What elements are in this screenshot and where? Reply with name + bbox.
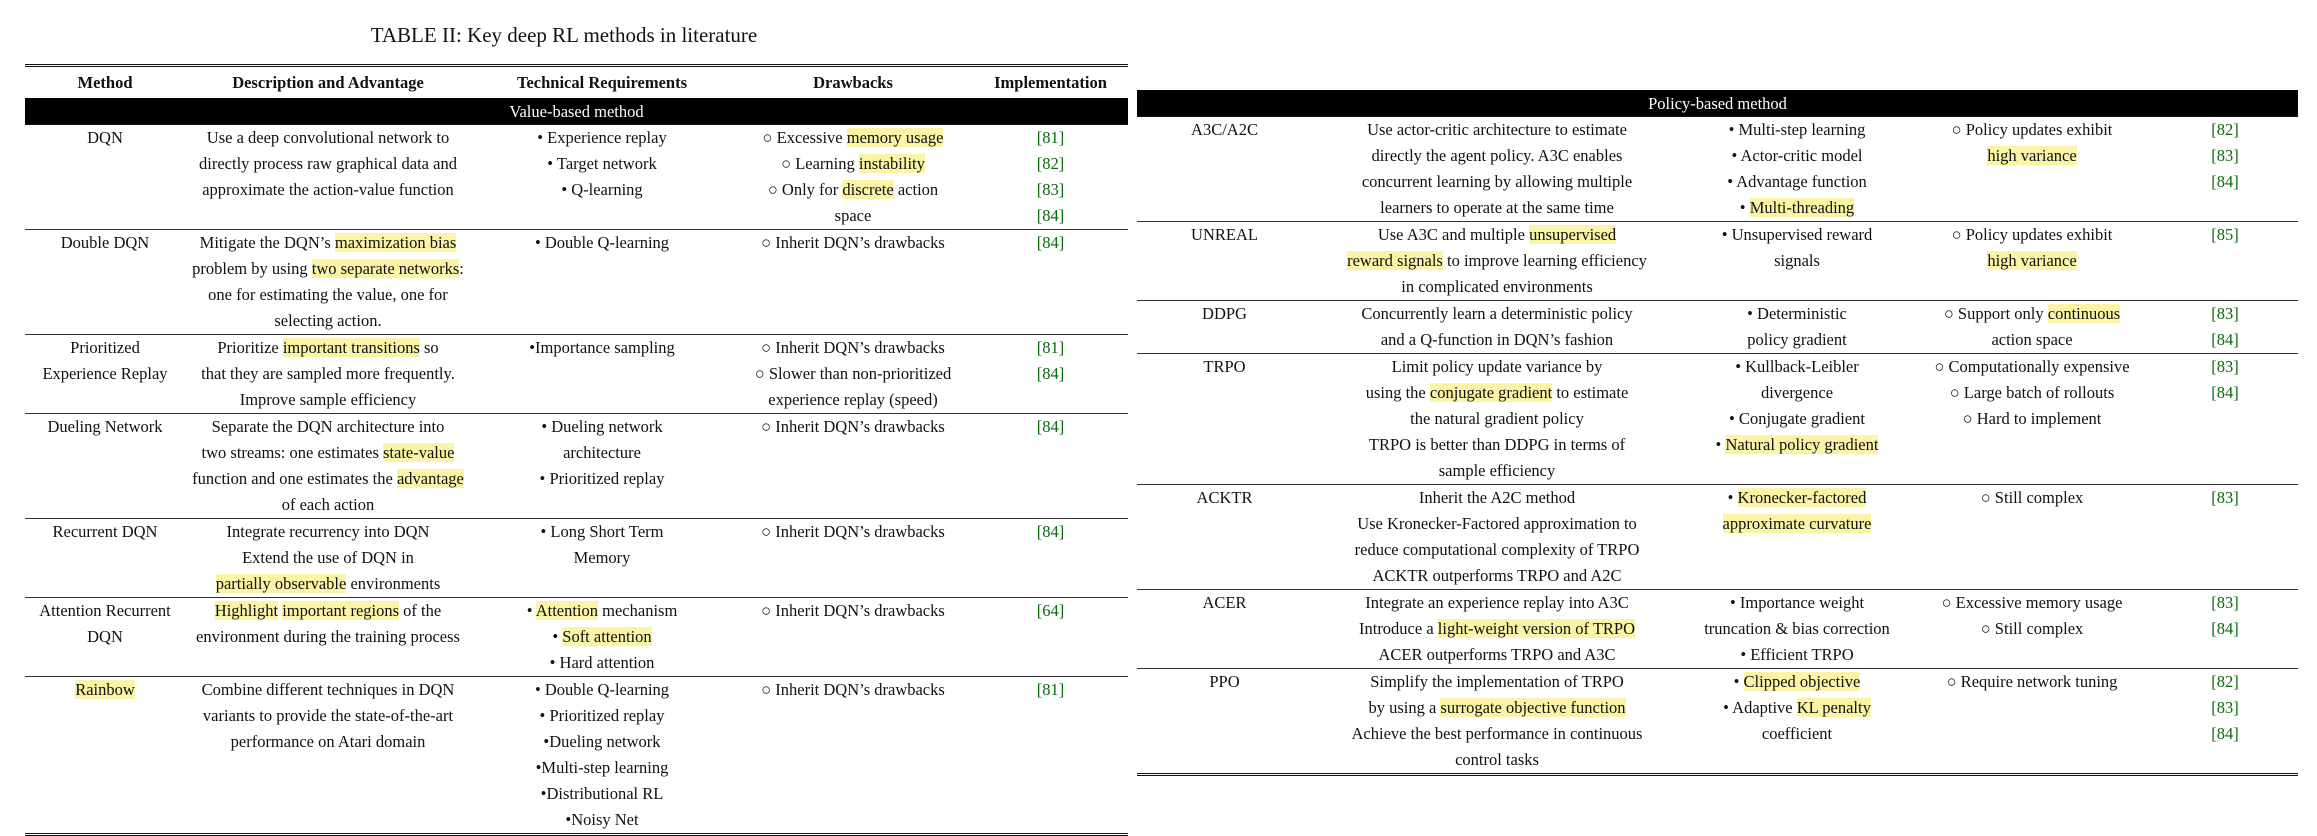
highlight: high variance <box>1987 146 2077 165</box>
left-body <box>25 98 1128 835</box>
highlight: memory usage <box>846 128 944 147</box>
cell-line: ○ Large batch of rollouts <box>1949 383 2115 402</box>
cell-line: •Dueling network <box>543 732 661 751</box>
cell-line: • Importance weight <box>1729 593 1865 612</box>
drawbacks-cell <box>1912 669 2152 775</box>
drawbacks-cell <box>733 519 973 598</box>
cell-line: ○ Inherit DQN’s drawbacks <box>761 233 945 252</box>
highlight: Kronecker-factored <box>1737 488 1867 507</box>
tech-cell <box>1682 301 1912 354</box>
cell-line: and a Q-function in DQN’s fashion <box>1380 330 1614 349</box>
header-technical-requirements: Technical Requirements <box>516 73 688 92</box>
table-row <box>1137 117 2298 222</box>
cell-line: • Soft attention <box>552 627 652 646</box>
method-cell <box>25 335 185 414</box>
policy-based-table <box>1137 90 2298 776</box>
tech-cell <box>471 335 733 414</box>
section-title: Policy-based method <box>1137 90 2298 117</box>
cell-line: signals <box>1774 251 1820 270</box>
cell-line: DQN <box>87 128 123 147</box>
cell-line: space <box>834 206 872 225</box>
cell-line: Extend the use of DQN in <box>242 548 414 567</box>
tech-cell <box>1682 590 1912 669</box>
cell-line: ○ Inherit DQN’s drawbacks <box>761 522 945 541</box>
drawbacks-cell <box>733 414 973 519</box>
citation-line <box>977 177 1124 203</box>
table-row <box>1137 669 2298 775</box>
cell-line: ○ Only for discrete action <box>767 180 939 199</box>
description-cell <box>1312 301 1682 354</box>
citation-link[interactable]: [83] <box>2211 146 2239 165</box>
cell-line: • Conjugate gradient <box>1729 409 1865 428</box>
cell-line: • Natural policy gradient <box>1715 435 1879 454</box>
cell-line: Introduce a light-weight version of TRPO <box>1358 619 1636 638</box>
highlight: unsupervised <box>1529 225 1617 244</box>
cell-line: ○ Excessive memory usage <box>1941 593 2123 612</box>
description-cell <box>1312 354 1682 485</box>
cell-line: TRPO <box>1203 357 1246 376</box>
citation-link[interactable]: [81] <box>1036 128 1065 147</box>
drawbacks-cell <box>733 125 973 230</box>
citation-line <box>2156 695 2294 721</box>
table-row <box>1137 590 2298 669</box>
cell-line: Concurrently learn a deterministic policy <box>1361 304 1633 323</box>
cell-line: Integrate recurrency into DQN <box>226 522 430 541</box>
description-cell <box>1312 590 1682 669</box>
citation-link[interactable]: [83] <box>2211 357 2239 376</box>
cell-line: • Deterministic <box>1747 304 1847 323</box>
citation-line <box>2156 485 2294 511</box>
description-cell <box>1312 485 1682 590</box>
highlight: important regions <box>282 601 400 620</box>
citation-line <box>977 230 1124 256</box>
implementation-cell <box>973 125 1128 230</box>
section-band <box>25 98 1128 125</box>
table-row <box>25 414 1128 519</box>
citation-link[interactable]: [84] <box>2211 172 2239 191</box>
cell-line: • Prioritized replay <box>539 706 665 725</box>
method-cell <box>25 125 185 230</box>
tech-cell <box>471 598 733 677</box>
cell-line: approximate the action-value function <box>202 180 454 199</box>
implementation-cell <box>2152 301 2298 354</box>
cell-line: TRPO is better than DDPG in terms of <box>1368 435 1626 454</box>
cell-line: • Clipped objective <box>1733 672 1861 691</box>
citation-link[interactable]: [84] <box>1036 364 1065 383</box>
tech-cell <box>471 519 733 598</box>
highlight: partially observable <box>215 574 347 593</box>
cell-line: sample efficiency <box>1438 461 1556 480</box>
cell-line: learners to operate at the same time <box>1380 198 1614 217</box>
highlight: conjugate gradient <box>1429 383 1553 402</box>
citation-line <box>2156 143 2294 169</box>
cell-line: ○ Policy updates exhibit <box>1951 120 2113 139</box>
cell-line: ○ Inherit DQN’s drawbacks <box>761 680 945 699</box>
cell-line: • Experience replay <box>537 128 667 147</box>
citation-line <box>2156 721 2294 747</box>
cell-line: Use a deep convolutional network to <box>206 128 450 147</box>
citation-link[interactable]: [83] <box>2211 488 2239 507</box>
implementation-cell <box>973 230 1128 335</box>
cell-line: Attention Recurrent <box>39 601 171 620</box>
description-cell <box>185 230 471 335</box>
description-cell <box>185 519 471 598</box>
highlight: reward signals <box>1347 251 1443 270</box>
table-caption: TABLE II: Key deep RL methods in literature <box>370 23 758 47</box>
cell-line <box>1916 143 2148 169</box>
citation-link[interactable]: [83] <box>2211 698 2239 717</box>
cell-line: Limit policy update variance by <box>1391 357 1603 376</box>
cell-line: reduce computational complexity of TRPO <box>1354 540 1640 559</box>
cell-line: Use actor-critic architecture to estimate <box>1367 120 1627 139</box>
header-description: Description and Advantage <box>232 73 424 92</box>
cell-line: Simplify the implementation of TRPO <box>1370 672 1624 691</box>
description-cell <box>185 335 471 414</box>
citation-link[interactable]: [84] <box>2211 724 2239 743</box>
cell-line: ○ Inherit DQN’s drawbacks <box>761 601 945 620</box>
citation-line <box>2156 117 2294 143</box>
cell-line: • Adaptive KL penalty <box>1723 698 1871 717</box>
method-cell <box>25 519 185 598</box>
citation-link[interactable]: [82] <box>2211 672 2239 691</box>
citation-line <box>2156 327 2294 353</box>
cell-line: directly the agent policy. A3C enables <box>1371 146 1623 165</box>
cell-line: • Efficient TRPO <box>1740 645 1854 664</box>
cell-line: •Importance sampling <box>529 338 675 357</box>
highlight: Attention <box>535 601 599 620</box>
method-cell <box>1137 222 1312 301</box>
cell-line: • Dueling network <box>541 417 663 436</box>
cell-line: Dueling Network <box>47 417 163 436</box>
table-row <box>1137 354 2298 485</box>
cell-line: Prioritized <box>70 338 140 357</box>
cell-line: ACER <box>1202 593 1247 612</box>
section-title: Value-based method <box>25 98 1128 125</box>
citation-line <box>977 414 1124 440</box>
highlight: continuous <box>2047 304 2121 323</box>
method-cell <box>1137 301 1312 354</box>
citation-link[interactable]: [84] <box>1036 522 1065 541</box>
implementation-cell <box>2152 485 2298 590</box>
cell-line: ○ Computationally expensive <box>1934 357 2130 376</box>
cell-line: partially observable environments <box>215 574 441 593</box>
citation-link[interactable]: [82] <box>2211 120 2239 139</box>
cell-line: Memory <box>573 548 631 567</box>
citation-line <box>977 335 1124 361</box>
cell-line: • Multi-step learning <box>1728 120 1866 139</box>
cell-line: Combine different techniques in DQN <box>201 680 455 699</box>
cell-line: • Target network <box>547 154 657 173</box>
description-cell <box>1312 117 1682 222</box>
citation-line <box>977 598 1124 624</box>
header-row <box>25 66 1128 99</box>
citation-link[interactable]: [84] <box>1036 417 1065 436</box>
citation-line <box>977 151 1124 177</box>
tech-cell <box>1682 354 1912 485</box>
cell-line: Experience Replay <box>42 364 168 383</box>
highlight: KL penalty <box>1796 698 1871 717</box>
citation-line <box>2156 354 2294 380</box>
citation-line <box>2156 380 2294 406</box>
highlight: high variance <box>1987 251 2077 270</box>
citation-link[interactable]: [64] <box>1036 601 1065 620</box>
highlight: maximization bias <box>334 233 457 252</box>
cell-line: the natural gradient policy <box>1410 409 1584 428</box>
description-cell <box>1312 222 1682 301</box>
implementation-cell <box>2152 117 2298 222</box>
implementation-cell <box>973 335 1128 414</box>
cell-line: one for estimating the value, one for <box>208 285 448 304</box>
citation-link[interactable]: [85] <box>2211 225 2239 244</box>
cell-line: action space <box>1991 330 2073 349</box>
highlight: Natural policy gradient <box>1725 435 1879 454</box>
citation-link[interactable]: [83] <box>2211 593 2239 612</box>
cell-line <box>1916 248 2148 274</box>
citation-line <box>977 361 1124 387</box>
citation-line <box>2156 222 2294 248</box>
table-row <box>1137 485 2298 590</box>
cell-line: performance on Atari domain <box>230 732 426 751</box>
cell-line: • Hard attention <box>549 653 655 672</box>
citation-link[interactable]: [81] <box>1036 680 1065 699</box>
cell-line: • Actor-critic model <box>1731 146 1863 165</box>
cell-line: by using a surrogate objective function <box>1368 698 1626 717</box>
cell-line: experience replay (speed) <box>768 390 938 409</box>
cell-line: Use Kronecker-Factored approximation to <box>1357 514 1637 533</box>
cell-line: ○ Learning instability <box>781 154 925 173</box>
citation-link[interactable]: [84] <box>2211 383 2239 402</box>
cell-line: of each action <box>281 495 375 514</box>
tech-cell <box>471 414 733 519</box>
cell-line: Integrate an experience replay into A3C <box>1365 593 1629 612</box>
cell-line: UNREAL <box>1191 225 1258 244</box>
cell-line: Inherit the A2C method <box>1418 488 1576 507</box>
cell-line: ACER outperforms TRPO and A3C <box>1378 645 1616 664</box>
table-row <box>25 598 1128 677</box>
highlight: state-value <box>383 443 455 462</box>
cell-line: directly process raw graphical data and <box>199 154 457 173</box>
cell-line: Highlight important regions of the <box>214 601 442 620</box>
cell-line: problem by using two separate networks: <box>192 259 464 278</box>
description-cell <box>1312 669 1682 775</box>
cell-line: that they are sampled more frequently. <box>201 364 455 383</box>
description-cell <box>185 414 471 519</box>
cell-line: variants to provide the state-of-the-art <box>202 706 454 725</box>
cell-line: function and one estimates the advantage <box>192 469 464 488</box>
highlight: instability <box>858 154 925 173</box>
cell-line: reward signals to improve learning efficiency <box>1347 251 1647 270</box>
cell-line: ACKTR <box>1196 488 1253 507</box>
citation-line <box>2156 301 2294 327</box>
citation-line <box>977 519 1124 545</box>
citation-line <box>977 125 1124 151</box>
highlight: light-weight version of TRPO <box>1437 619 1636 638</box>
method-cell <box>25 230 185 335</box>
drawbacks-cell <box>1912 222 2152 301</box>
citation-link[interactable]: [81] <box>1036 338 1065 357</box>
highlight: Multi-threading <box>1749 198 1855 217</box>
cell-line: two streams: one estimates state-value <box>201 443 455 462</box>
tech-cell <box>1682 669 1912 775</box>
cell-line: architecture <box>563 443 641 462</box>
highlight: two separate networks <box>311 259 460 278</box>
cell-line: ACKTR outperforms TRPO and A2C <box>1372 566 1622 585</box>
cell-line: PPO <box>1209 672 1240 691</box>
cell-line: Achieve the best performance in continuous <box>1351 724 1643 743</box>
implementation-cell <box>2152 222 2298 301</box>
cell-line: Prioritize important transitions so <box>217 338 439 357</box>
citation-link[interactable]: [84] <box>1036 206 1065 225</box>
cell-line: coefficient <box>1761 724 1833 743</box>
cell-line: • Unsupervised reward <box>1721 225 1873 244</box>
table-row <box>25 335 1128 414</box>
cell-line: Double DQN <box>60 233 150 252</box>
cell-line: • Double Q-learning <box>534 233 670 252</box>
cell-line: • Kullback-Leibler <box>1735 357 1859 376</box>
drawbacks-cell <box>1912 354 2152 485</box>
tech-cell <box>1682 485 1912 590</box>
cell-line: •Noisy Net <box>565 810 639 829</box>
table-row <box>25 519 1128 598</box>
drawbacks-cell <box>733 230 973 335</box>
implementation-cell <box>973 414 1128 519</box>
cell-line: DDPG <box>1202 304 1247 323</box>
table-row <box>1137 222 2298 301</box>
cell-line: • Kronecker-factored <box>1727 488 1867 507</box>
cell-line: ○ Slower than non-prioritized <box>754 364 952 383</box>
cell-line: ○ Still complex <box>1980 619 2084 638</box>
cell-line: • Double Q-learning <box>534 680 670 699</box>
citation-link[interactable]: [84] <box>2211 619 2239 638</box>
method-cell <box>25 598 185 677</box>
citation-line <box>977 203 1124 229</box>
citation-line <box>2156 590 2294 616</box>
citation-link[interactable]: [84] <box>1036 233 1065 252</box>
cell-line: ○ Hard to implement <box>1962 409 2102 428</box>
cell-line: truncation & bias correction <box>1704 619 1890 638</box>
method-cell <box>1137 485 1312 590</box>
cell-line: • Q-learning <box>561 180 643 199</box>
cell-line: control tasks <box>1455 750 1539 769</box>
method-cell <box>1137 354 1312 485</box>
cell-line: divergence <box>1760 383 1834 402</box>
citation-line <box>2156 616 2294 642</box>
cell-line: Recurrent DQN <box>52 522 158 541</box>
implementation-cell <box>2152 354 2298 485</box>
citation-line <box>2156 669 2294 695</box>
cell-line: in complicated environments <box>1401 277 1593 296</box>
table-row <box>25 230 1128 335</box>
cell-line: concurrent learning by allowing multiple <box>1361 172 1633 191</box>
method-cell <box>1137 669 1312 775</box>
drawbacks-cell <box>1912 301 2152 354</box>
highlight: Highlight <box>214 601 279 620</box>
citation-line <box>2156 169 2294 195</box>
section-band <box>1137 90 2298 117</box>
cell-line: •Multi-step learning <box>535 758 669 777</box>
method-cell <box>1137 117 1312 222</box>
citation-link[interactable]: [82] <box>1036 154 1065 173</box>
tech-cell <box>471 125 733 230</box>
highlight: approximate curvature <box>1722 514 1872 533</box>
implementation-cell <box>2152 590 2298 669</box>
cell-line: • Advantage function <box>1727 172 1867 191</box>
citation-line <box>977 677 1124 703</box>
cell-line <box>29 677 181 703</box>
cell-line: ○ Inherit DQN’s drawbacks <box>761 338 945 357</box>
cell-line: ○ Require network tuning <box>1946 672 2118 691</box>
drawbacks-cell <box>733 598 973 677</box>
implementation-cell <box>2152 669 2298 775</box>
implementation-cell <box>973 519 1128 598</box>
drawbacks-cell <box>733 335 973 414</box>
cell-line: selecting action. <box>274 311 382 330</box>
header-implementation: Implementation <box>994 73 1107 92</box>
method-cell <box>1137 590 1312 669</box>
implementation-cell <box>973 598 1128 677</box>
right-body <box>1137 90 2298 775</box>
cell-line: •Distributional RL <box>540 784 664 803</box>
cell-line: environment during the training process <box>196 627 460 646</box>
drawbacks-cell <box>1912 590 2152 669</box>
tech-cell <box>471 230 733 335</box>
cell-line: Separate the DQN architecture into <box>211 417 445 436</box>
header-drawbacks: Drawbacks <box>813 73 893 92</box>
cell-line <box>1686 511 1908 537</box>
cell-line: ○ Still complex <box>1980 488 2084 507</box>
citation-link[interactable]: [83] <box>2211 304 2239 323</box>
highlight: important transitions <box>282 338 420 357</box>
cell-line: policy gradient <box>1747 330 1847 349</box>
cell-line: ○ Inherit DQN’s drawbacks <box>761 417 945 436</box>
cell-line: DQN <box>87 627 123 646</box>
cell-line: ○ Excessive memory usage <box>762 128 944 147</box>
citation-link[interactable]: [83] <box>1036 180 1065 199</box>
table-row <box>1137 301 2298 354</box>
cell-line: • Attention mechanism <box>526 601 678 620</box>
method-cell <box>25 414 185 519</box>
cell-line: Use A3C and multiple unsupervised <box>1377 225 1617 244</box>
highlight: Rainbow <box>75 680 135 699</box>
cell-line: A3C/A2C <box>1191 120 1258 139</box>
cell-line: Improve sample efficiency <box>239 390 417 409</box>
cell-line: ○ Support only continuous <box>1943 304 2121 323</box>
cell-line: using the conjugate gradient to estimate <box>1365 383 1629 402</box>
table-row <box>25 125 1128 230</box>
highlight: Clipped objective <box>1743 672 1861 691</box>
description-cell <box>185 598 471 677</box>
highlight: discrete <box>842 180 894 199</box>
highlight: surrogate objective function <box>1440 698 1626 717</box>
value-based-table <box>25 64 1128 836</box>
header-method: Method <box>77 73 133 92</box>
cell-line: • Multi-threading <box>1739 198 1855 217</box>
drawbacks-cell <box>1912 117 2152 222</box>
tech-cell <box>1682 117 1912 222</box>
drawbacks-cell <box>1912 485 2152 590</box>
highlight: advantage <box>396 469 464 488</box>
cell-line: Mitigate the DQN’s maximization bias <box>199 233 457 252</box>
citation-link[interactable]: [84] <box>2211 330 2239 349</box>
description-cell <box>185 125 471 230</box>
cell-line: • Long Short Term <box>540 522 664 541</box>
cell-line: ○ Policy updates exhibit <box>1951 225 2113 244</box>
tech-cell <box>1682 222 1912 301</box>
cell-line: • Prioritized replay <box>539 469 665 488</box>
highlight: Soft attention <box>562 627 652 646</box>
